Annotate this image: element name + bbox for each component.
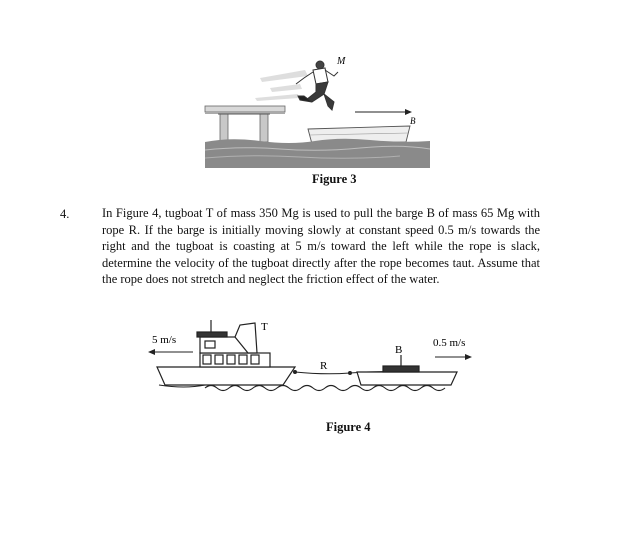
pier: [205, 106, 285, 142]
label-boat: B: [410, 116, 416, 126]
water-waves: [205, 386, 445, 391]
figure-3-illustration: [200, 40, 430, 175]
barge-velocity-arrow: [435, 354, 472, 360]
barge: [357, 355, 457, 385]
barge-speed-label: 0.5 m/s: [433, 337, 466, 349]
tug-speed-label: 5 m/s: [152, 334, 177, 346]
man-figure: [296, 61, 338, 110]
tug-label: T: [261, 321, 268, 333]
figure-3-caption: Figure 3: [312, 172, 357, 186]
velocity-arrow: [355, 109, 412, 115]
figure-4-caption: Figure 4: [326, 420, 371, 434]
figure-4-illustration: [145, 315, 480, 395]
water: [205, 139, 430, 168]
question-text: In Figure 4, tugboat T of mass 350 Mg is used to pull the barge B of mass 65 Mg with rope R. If the barge is initially moving slowly at constant speed 0.5 m/s towards the right and the tugboat is coasting at 5 m/s toward the left while the rope is slack, determine the velocity of the tugboat directly after the rope becomes taut. Assume that the rope does not stretch and neglect the friction effect of the water.: [102, 206, 540, 287]
question-number: 4.: [60, 207, 70, 221]
rope-label: R: [320, 360, 328, 372]
tug-velocity-arrow: [148, 349, 193, 355]
barge-label: B: [395, 344, 403, 356]
label-man: M: [337, 56, 346, 67]
